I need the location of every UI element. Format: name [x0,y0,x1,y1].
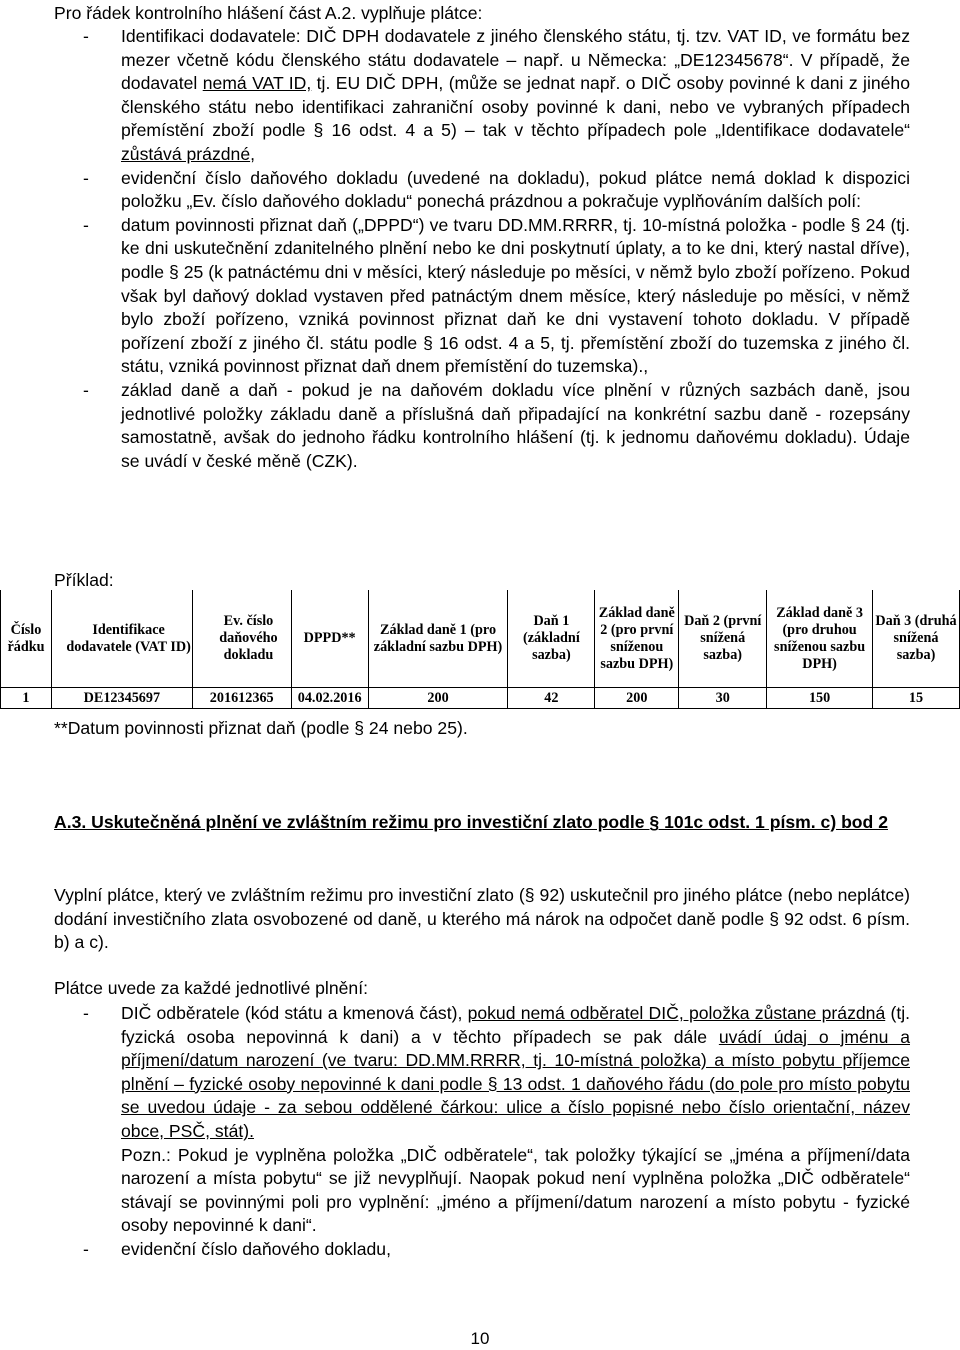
list-dash: - [83,167,89,188]
table-cell: 200 [595,688,679,709]
table-cell: 201612365 [192,688,291,709]
item-paragraph [121,1002,910,1144]
table-footnote: **Datum povinnosti přiznat daň (podle § 24 nebo 25). [54,718,468,738]
header-cell: Daň 1 (základní sazba) [508,590,595,688]
item-text: datum povinnosti přiznat daň („DPPD“) ve tvaru DD.MM.RRRR, tj. 10-místná položka - podle § 24 (tj. ke dni uskutečnění zdanitelného plnění nebo ke dni poskytnutí úplaty, a to ke dni, který nastal dříve), podle § 25 (k patnáctému dni v měsíci, který následuje po měsíci, v němž bylo zboží pořízeno. Pokud však byl daňový doklad vystaven před patnáctým dnem měsíce, který následuje po měsíci, v němž bylo zboží pořízeno, vzniká povinnost přiznat daň ke dni vystavení tohoto dokladu. V případě pořízení zboží z jiného čl. státu podle § 16 odst. 4 a 5, tj. přemístění zboží do tuzemska z jiného čl. státu, vzniká povinnost přiznat daň dnem přemístění do tuzemska)., [121,214,910,377]
header-cell: Základ daně 3 (pro druhou sníženou sazbu DPH) [767,590,873,688]
list-item [54,379,910,473]
item-text: (tj. fyzická osoba nepovinná k dani) a v těchto případech se pak dále [121,1003,910,1047]
table-cell: 42 [508,688,595,709]
item-text: evidenční číslo daňového dokladu (uvedené na dokladu), pokud plátce nemá doklad k dispozici položku „Ev. číslo daňového dokladu“ ponechá prázdnou a pokračuje vyplňováním dalších polí: [121,167,910,212]
list-dash: - [83,1238,89,1259]
item-text: Identifikaci dodavatele: DIČ DPH dodavatele z jiného členského státu, tj. tzv. VAT ID, ve formátu bez mezer včetně kódu členského státu dodavatele – např. u Německa: „DE12345678“. V případě, že dodavatel [121,26,910,94]
list-item [54,167,910,214]
item-text: evidenční číslo daňového dokladu, [121,1238,391,1259]
example-label: Příklad: [54,570,114,590]
section-intro-title: Pro řádek kontrolního hlášení část A.2. vyplňuje plátce: [54,3,483,23]
header-cell: Číslo řádku [1,590,52,688]
table-cell: 1 [1,688,52,709]
section-heading: A.3. Uskutečněná plnění ve zvláštním režimu pro investiční zlato podle § 101c odst. 1 písm. c) bod 2 [54,812,888,832]
item-text: , [250,143,255,164]
table-cell: 200 [368,688,508,709]
header-cell: Základ daně 2 (pro první sníženou sazbu DPH) [595,590,679,688]
list-item [54,1002,910,1238]
section-paragraph: Vyplní plátce, který ve zvláštním režimu pro investiční zlato (§ 92) uskutečnil pro jiného plátce (nebo neplátce) dodání investičního zlata osvobozené od daně, u kterého má nárok na odpočet daně podle § 92 odst. 6 písm. b) a c). [54,885,910,953]
item-text-underlined: nemá VAT ID, [202,73,312,94]
header-cell: Daň 2 (první snížená sazba) [679,590,767,688]
item-text-underlined: uvádí údaj o jménu a příjmení/datum narození (ve tvaru: DD.MM.RRRR, tj. 10-místná položka) a místo pobytu příjemce plnění – fyzické osoby nepovinné k dani podle § 13 odst. 1 daňového řádu (do pole pro místo pobytu se uvedou údaje - za sebou oddělené čárkou: ulice a číslo popisné nebo číslo orientační, název obce, PSČ, stát). [121,1026,910,1141]
table-cell: 30 [679,688,767,709]
example-table [0,590,960,709]
section-list [54,1002,910,1262]
table-cell: 15 [873,688,960,709]
table-cell: 150 [767,688,873,709]
item-text-underlined: zůstává prázdné [121,143,251,164]
header-cell: Základ daně 1 (pro základní sazbu DPH) [368,590,508,688]
table-cell: DE12345697 [51,688,192,709]
item-text: DIČ odběratele (kód státu a kmenová část), [121,1003,468,1023]
item-text: tj. EU DIČ DPH, (může se jednat např. o DIČ osoby povinné k dani z jiného členského státu nebo identifikaci zahraniční osoby povinné k dani, nebo ve vybraných případech přemístění zboží podle § 16 odst. 4 a 5) – tak v těchto případech pole „Identifikace dodavatele“ [121,73,910,141]
list-dash: - [83,214,89,235]
header-cell: DPPD** [291,590,368,688]
list-item [54,214,910,379]
list-dash: - [83,26,89,46]
list-dash: - [83,1003,89,1023]
section-list-intro: Plátce uvede za každé jednotlivé plnění: [54,978,368,998]
list-dash: - [83,379,89,400]
list-item [54,25,910,167]
header-cell: Daň 3 (druhá snížená sazba) [873,590,960,688]
list-item [54,1238,910,1262]
page-number: 10 [470,1329,490,1348]
table-row [1,688,960,709]
header-cell: Ev. číslo daňového dokladu [206,590,291,688]
header-gap [192,590,206,688]
header-cell: Identifikace dodavatele (VAT ID) [65,590,192,688]
intro-list [54,25,910,473]
table-cell: 04.02.2016 [291,688,368,709]
header-gap [51,590,65,688]
item-text: základ daně a daň - pokud je na daňovém dokladu více plnění v různých sazbách daně, jsou jednotlivé položky základu daně a příslušná daň připadající na konkrétní sazbu daně - rozepsány samostatně, avšak do jednoho řádku kontrolního hlášení (tj. k jednomu daňovému dokladu). Údaje se uvádí v české měně (CZK). [121,379,910,471]
table-header-row [1,590,960,688]
item-note: Pozn.: Pokud je vyplněna položka „DIČ odběratele“, tak položky týkající se „jména a příjmení/data narození a místa pobytu“ se již nevyplňují. Naopak pokud není vyplněna položka „DIČ odběratele“ stávají se povinnými poli pro vyplnění: „jméno a příjmení/datum narození a místo pobytu - fyzické osoby nepovinné k dani“. [121,1144,910,1236]
item-text-underlined: pokud nemá odběratel DIČ, položka zůstane prázdná [467,1003,886,1023]
